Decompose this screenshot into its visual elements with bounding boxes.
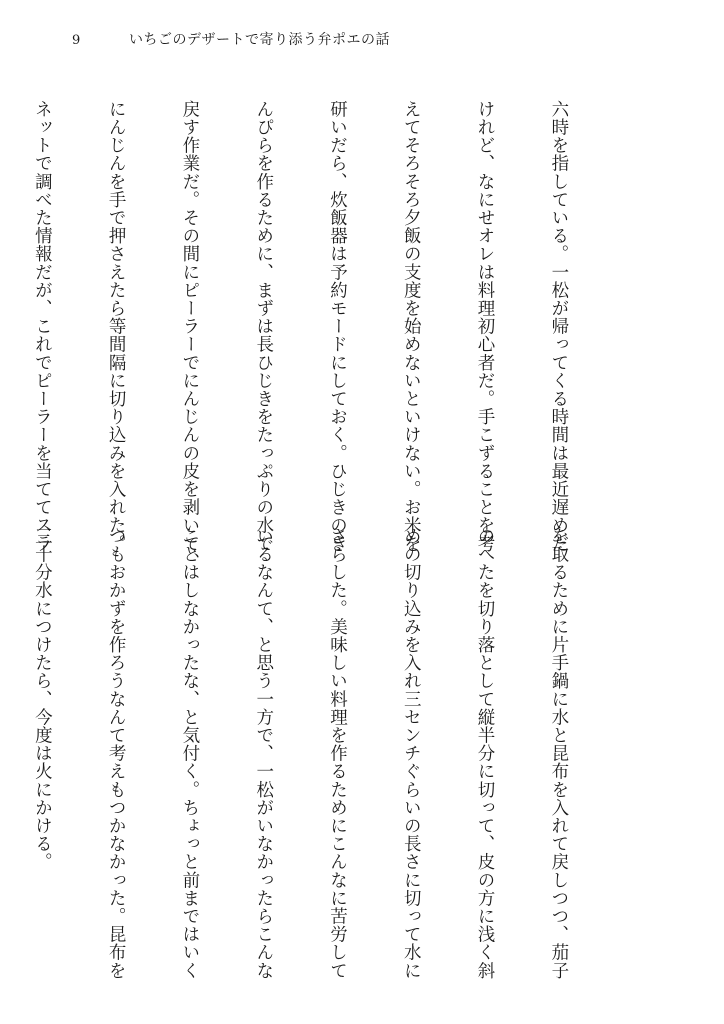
text-line: 三十分水につけたら、今度は火にかける。 — [32, 527, 53, 871]
text-line: めの切り込みを入れ三センチぐらいの長さに切って水に — [401, 527, 422, 980]
text-block-upper — [32, 100, 620, 571]
text-line: にんじんを手で押さえたら等間隔に切り込みを入れた。 — [106, 100, 127, 553]
text-line: 戻す作業だ。その間にピーラーでにんじんの皮を剥いて、 — [179, 100, 200, 571]
text-line: んぴらを作るために、まずは長ひじきをたっぷりの水で — [253, 100, 274, 553]
text-line: つもおかずを作ろうなんて考えもつかなかった。昆布を — [106, 527, 127, 980]
text-line: えてそろそろ夕飯の支度を始めないといけない。お米を — [401, 100, 422, 553]
text-line: を取るために片手鍋に水と昆布を入れて戻しつつ、茄子 — [548, 527, 569, 980]
running-title: いちごのデザートで寄り添う弁ポエの話 — [129, 32, 390, 48]
text-line: ことはしなかったな、と気付く。ちょっと前まではいく — [179, 527, 200, 980]
text-line: のへたを切り落として縦半分に切って、皮の方に浅く斜 — [475, 527, 496, 980]
text-line: けれど、なにせオレは料理初心者だ。手こずることを考 — [475, 100, 496, 553]
text-line: さらした。美味しい料理を作るためにこんなに苦労して — [327, 527, 348, 980]
text-line: いるなんて、と思う一方で、一松がいなかったらこんな — [253, 527, 274, 980]
text-line: 研いだら、炊飯器は予約モードにしておく。ひじきのき — [327, 100, 348, 553]
text-line: ネットで調べた情報だが、これでピーラーを当ててスラ — [32, 100, 53, 553]
text-block-lower — [32, 527, 620, 980]
page-number: 9 — [72, 33, 81, 48]
text-line: 六時を指している。一松が帰ってくる時間は最近遅めだ — [548, 100, 569, 553]
